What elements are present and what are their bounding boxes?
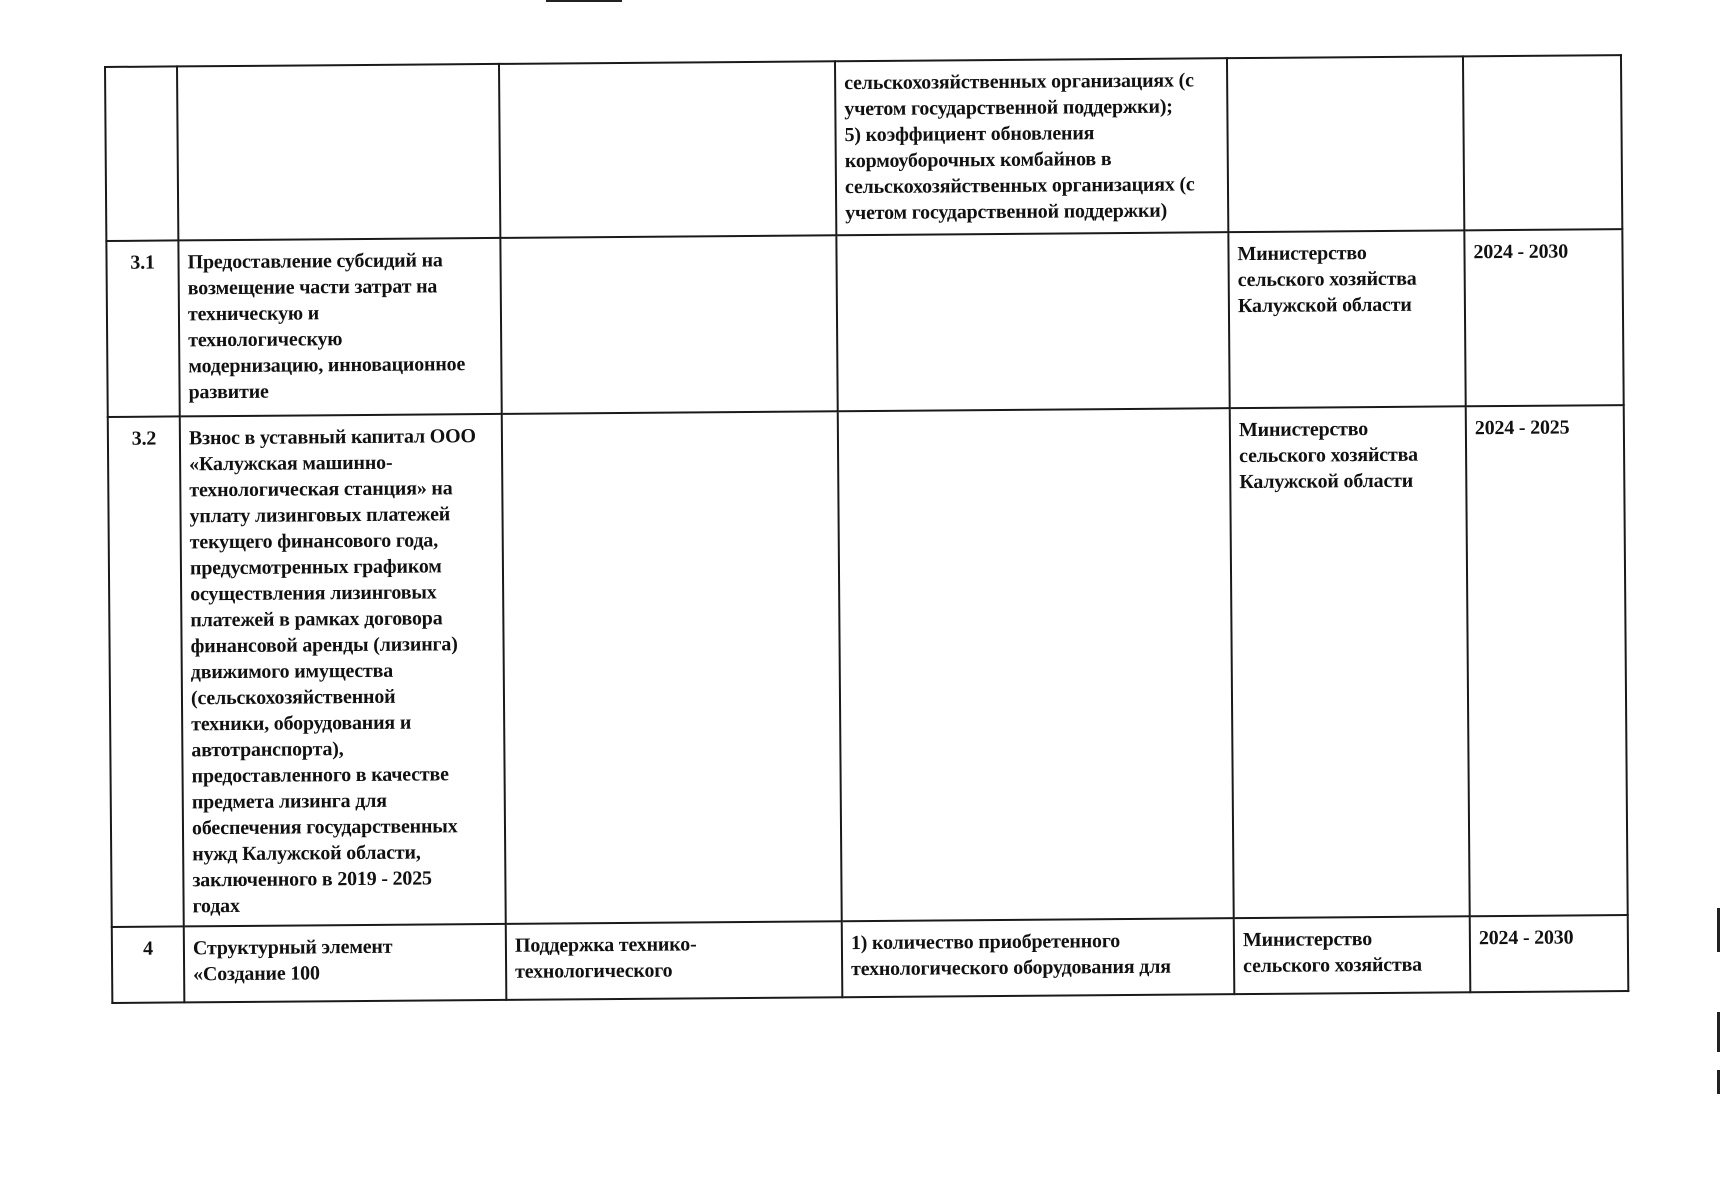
implementation-period: [1463, 55, 1622, 230]
row-number: [105, 66, 178, 241]
indicators: 1) количество приобретенного технологического оборудования для: [842, 918, 1235, 997]
row-number: 3.2: [108, 416, 184, 927]
scan-artifact-edge: [1717, 1070, 1720, 1094]
row-number: 3.1: [106, 240, 179, 417]
task-description: [502, 411, 842, 924]
element-name: Взнос в уставный капитал ООО «Калужская машинно- технологическая станция» на уплату лизинговых платежей текущего финансового года, предусмотренных графиком осуществления лизинговых платежей в рамках договора финансовой аренды (лизинга) движимого имущества (сельскохозяйственной техники, оборудования и автотранспорта), предоставленного в качестве предмета лизинга для обеспечения государственных нужд Калужской области, заключенного в 2019 - 2025 годах: [180, 414, 506, 927]
task-description: [499, 61, 836, 238]
task-description: Поддержка технико- технологического: [506, 921, 843, 1000]
responsible-body: Министерство сельского хозяйства Калужской области: [1230, 406, 1470, 918]
responsible-body: Министерство сельского хозяйства: [1234, 916, 1471, 994]
table-row: [112, 915, 1629, 1003]
scan-artifact-top: [546, 0, 622, 2]
row-number: 4: [112, 926, 185, 1003]
document-page: [104, 54, 1627, 1004]
implementation-period: 2024 - 2025: [1466, 405, 1628, 916]
indicators: [838, 408, 1234, 921]
indicators: [836, 232, 1229, 411]
scan-artifact-edge: [1717, 908, 1720, 952]
task-description: [500, 235, 837, 414]
table-row: [108, 405, 1628, 927]
element-name: Структурный элемент «Создание 100: [184, 924, 507, 1003]
responsible-body: [1227, 56, 1464, 232]
responsible-body: Министерство сельского хозяйства Калужской области: [1228, 230, 1465, 408]
indicators: сельскохозяйственных организациях (с учетом государственной поддержки); 5) коэффициент обновления кормоуборочных комбайнов в сельскохозяйственных организациях (с учетом государственной поддержки): [835, 58, 1228, 235]
table-row: [105, 55, 1622, 241]
implementation-period: 2024 - 2030: [1464, 229, 1623, 406]
scan-artifact-edge: [1717, 1012, 1720, 1052]
element-name: Предоставление субсидий на возмещение части затрат на техническую и технологическую модернизацию, инновационное развитие: [178, 238, 501, 417]
table-row: [106, 229, 1623, 417]
implementation-period: 2024 - 2030: [1470, 915, 1629, 992]
program-structure-table: [104, 54, 1629, 1004]
element-name: [177, 64, 500, 241]
